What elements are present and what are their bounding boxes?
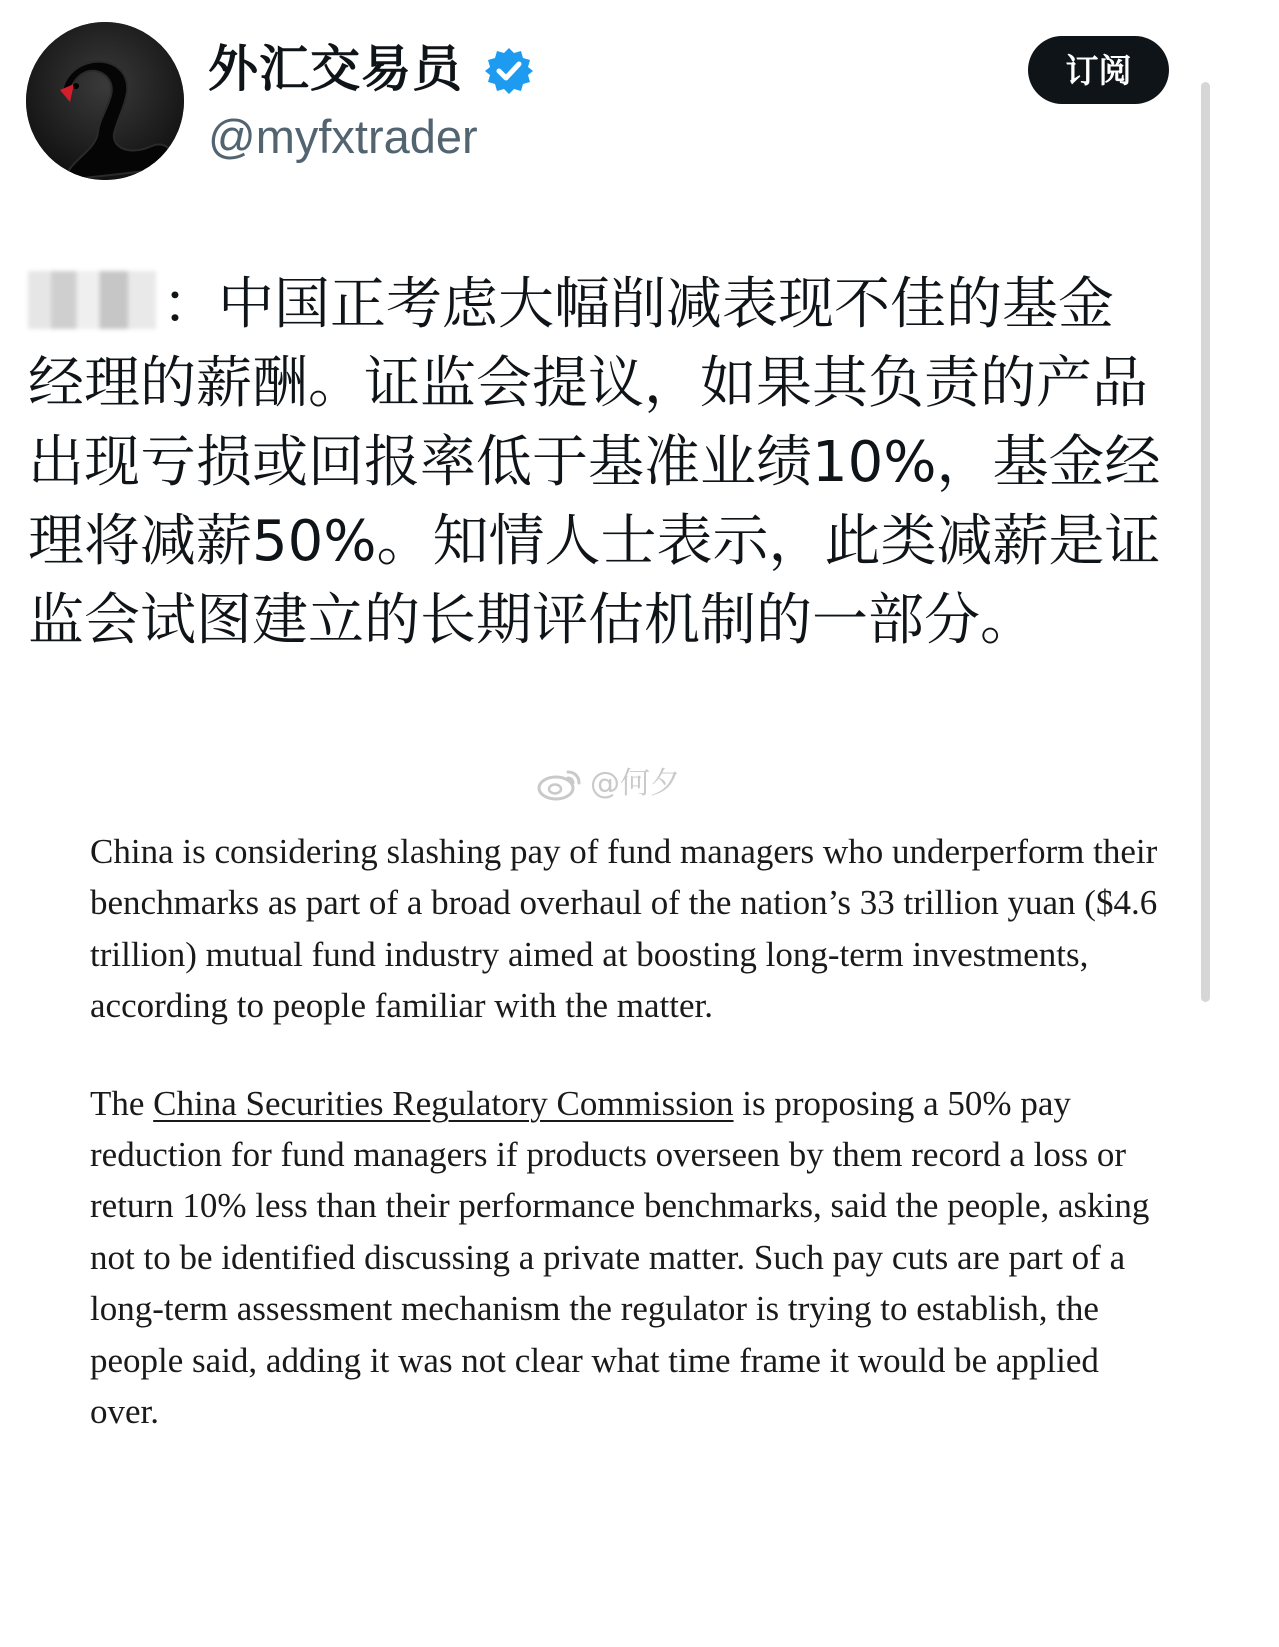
scrollbar[interactable]	[1201, 82, 1210, 1002]
avatar[interactable]	[26, 22, 184, 180]
tweet-text	[28, 265, 1168, 660]
article-paragraph-1: China is considering slashing pay of fund managers who underperform their benchmarks as part of a broad overhaul of the nation’s 33 trillion yuan ($4.6 trillion) mutual fund industry aimed at boosting long-term investments, according to people familiar with the matter.	[90, 832, 1158, 1026]
user-handle[interactable]: @myfxtrader	[208, 110, 478, 163]
subscribe-button[interactable]: 订阅	[1028, 36, 1169, 104]
article-paragraph-2: The China Securities Regulatory Commission is proposing a 50% pay reduction for fund managers if products overseen by them record a loss or return 10% less than their performance benchmarks, said the people, asking not to be identified discussing a private matter. Such pay cuts are part of a long-term assessment mechanism the regulator is trying to establish, the people said, adding it was not clear what time frame it would be applied over.	[90, 1083, 1150, 1432]
watermark-text: @何夕	[590, 766, 680, 801]
tweet-body: ：中国正考虑大幅削减表现不佳的基金经理的薪酬。证监会提议，如果其负责的产品出现亏损或回报率低于基准业绩10%，基金经理将减薪50%。知情人士表示，此类减薪是证监会试图建立的长期评估机制的一部分。	[28, 272, 1161, 653]
watermark	[536, 762, 680, 806]
verified-badge-icon	[484, 46, 534, 96]
black-swan-avatar	[26, 22, 184, 180]
redacted-source	[28, 271, 156, 329]
csrc-link[interactable]: China Securities Regulatory Commission	[153, 1083, 734, 1123]
display-name[interactable]: 外汇交易员	[208, 40, 463, 98]
article-excerpt	[90, 826, 1170, 1437]
weibo-icon	[536, 766, 584, 802]
